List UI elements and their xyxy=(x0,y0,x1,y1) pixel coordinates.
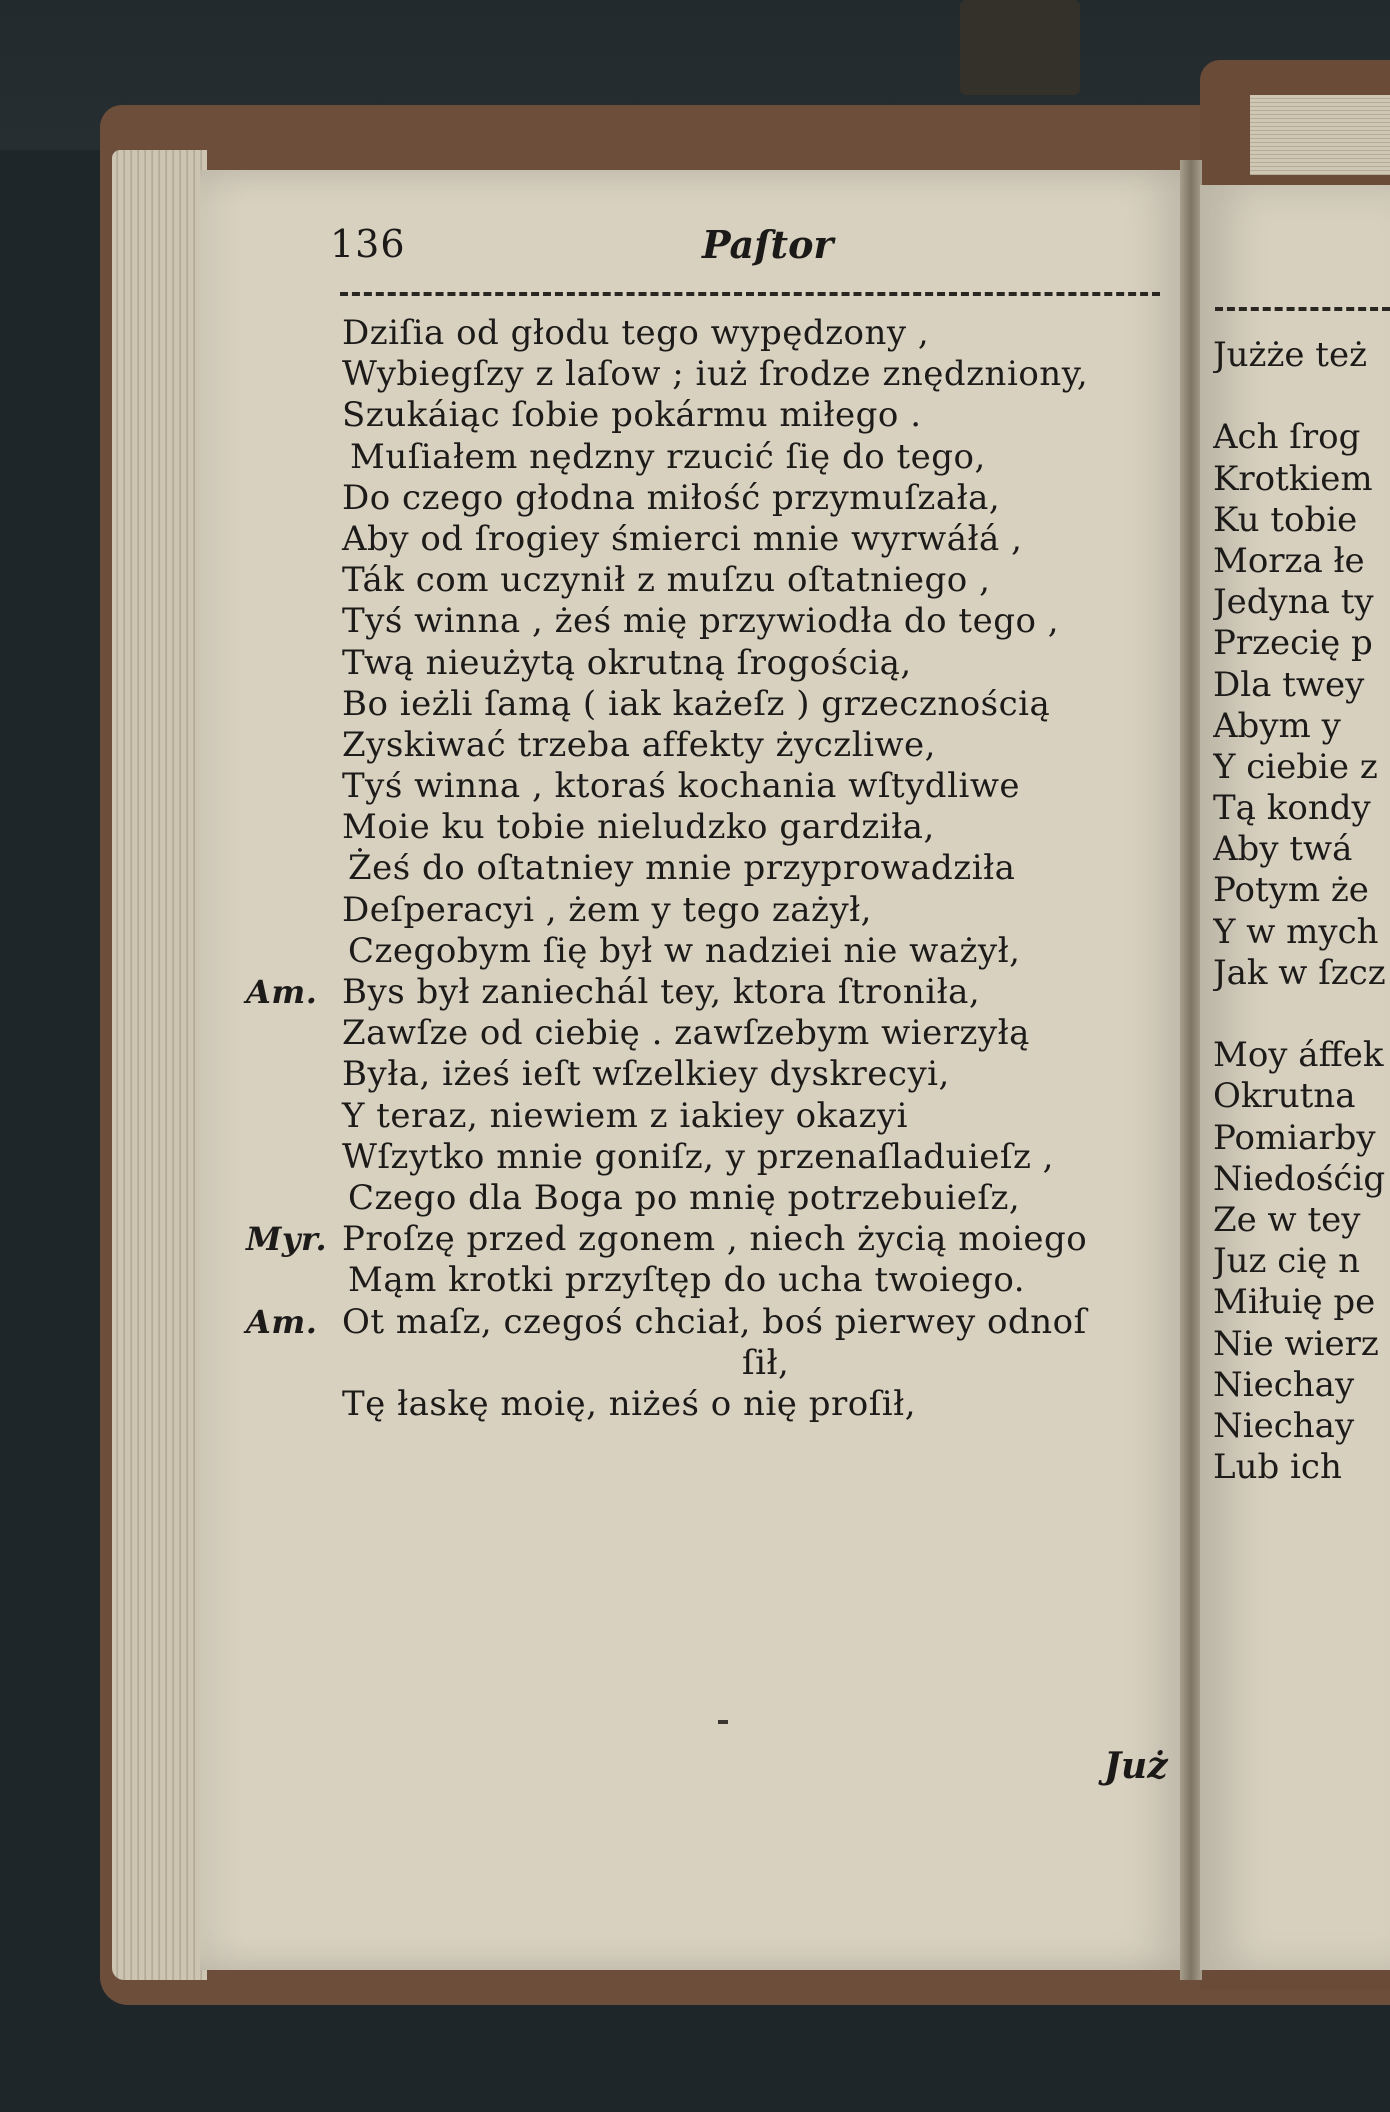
verse-text: Bo ieżli ſamą ( iak każeſz ) grzecznością xyxy=(342,683,1051,724)
speaker-label: Myr. xyxy=(246,1220,328,1259)
verse-text: Bys był zaniechál tey, ktora ſtroniła, xyxy=(342,972,981,1012)
verse-line-right: Niedośćig xyxy=(1213,1158,1386,1199)
verse-text: Aby od ſrogiey śmierci mnie wyrwáłá , xyxy=(342,518,1023,559)
verse-line xyxy=(246,1178,1176,1219)
verse-line-right: Ze w tey xyxy=(1213,1199,1361,1240)
verse-line-right: Dla twey xyxy=(1213,664,1365,705)
book-gutter xyxy=(1180,160,1202,1980)
verse-line xyxy=(246,601,1176,642)
verse-line-right: Jedyna ty xyxy=(1213,582,1374,623)
right-page-text xyxy=(1213,335,1390,1488)
verse-line xyxy=(246,972,1176,1013)
verse-text: Twą nieużytą okrutną ſrogością, xyxy=(342,642,912,683)
verse-text: Tę łaskę moię, niżeś o nię proſił, xyxy=(342,1383,917,1424)
verse-line xyxy=(246,931,1176,972)
verse-text: Szukáiąc ſobie pokármu miłego . xyxy=(342,395,922,436)
verse-line-right: Abym y xyxy=(1213,705,1341,746)
verse-line xyxy=(246,354,1176,395)
verse-text: Ot maſz, czegoś chciał, boś pierwey odnoſ xyxy=(342,1301,1087,1342)
verse-line xyxy=(246,519,1176,560)
verse-line xyxy=(246,395,1176,436)
verse-line xyxy=(246,1054,1176,1095)
verse-line xyxy=(246,437,1176,478)
verse-text: Czegobym ſię był w nadziei nie ważył, xyxy=(348,930,1021,971)
verse-text: ſił, xyxy=(742,1342,790,1383)
verse-text: Wſzytko mnie goniſz, y przenaſladuieſz , xyxy=(342,1136,1054,1177)
running-head: Paſtor xyxy=(702,222,834,267)
verse-text: Żeś do oſtatniey mnie przyprowadziła xyxy=(348,848,1016,889)
verse-line xyxy=(246,643,1176,684)
verse-line-right: Lub ich xyxy=(1213,1447,1342,1488)
verse-line xyxy=(246,1013,1176,1054)
verse-line-right: Krotkiem xyxy=(1213,458,1373,499)
verse-text: Czego dla Boga po mnię potrzebuieſz, xyxy=(348,1177,1021,1218)
verse-line-right xyxy=(1213,376,1390,417)
verse-line xyxy=(246,848,1176,889)
verse-line-right: Ach ſrog xyxy=(1213,417,1361,458)
verse-line xyxy=(246,1384,1176,1425)
verse-line-right: Moy áffek xyxy=(1213,1035,1384,1076)
verse-line-right: Jak w ſzcz xyxy=(1213,952,1386,993)
verse-line-right: Juz cię n xyxy=(1213,1241,1360,1282)
header-rule-right xyxy=(1215,307,1390,311)
verse-text: Ták com uczynił z muſzu oſtatniego , xyxy=(342,560,991,601)
verse-line xyxy=(246,1219,1176,1260)
verse-line-right: Jużże też xyxy=(1213,335,1367,375)
verse-text: Muſiałem nędzny rzucić ſię do tego, xyxy=(350,436,986,477)
verse-line-right: Morza łe xyxy=(1213,540,1365,581)
verse-line-right: Ku tobie xyxy=(1213,499,1358,540)
verse-line-right: Przecię p xyxy=(1213,623,1373,664)
verse-line xyxy=(246,890,1176,931)
verse-line xyxy=(246,478,1176,519)
verse-line xyxy=(246,1096,1176,1137)
verse-line xyxy=(246,807,1176,848)
verse-line-right: Potym że xyxy=(1213,870,1369,911)
verse-text: Zawſze od ciebię . zawſzebym wierzyłą xyxy=(342,1013,1030,1054)
page-edges-right xyxy=(1250,95,1390,175)
verse-text: Do czego głodna miłość przymuſzała, xyxy=(342,477,1001,518)
verse-line-right: Pomiarby xyxy=(1213,1117,1376,1158)
verse-line-right: Y w mych xyxy=(1213,911,1379,952)
verse-text: Tyś winna , ktoraś kochania wſtydliwe xyxy=(342,766,1021,807)
page-number: 136 xyxy=(330,222,406,266)
verse-text: Dziſia od głodu tego wypędzony , xyxy=(342,313,930,353)
verse-line-right: Aby twá xyxy=(1213,829,1353,870)
verse-line xyxy=(246,560,1176,601)
page-mark xyxy=(718,1720,728,1724)
verse-line xyxy=(246,1260,1176,1301)
verse-line xyxy=(246,1302,1176,1343)
verse-line-right: Y ciebie z xyxy=(1213,746,1378,787)
verse-line-right: Niechay xyxy=(1213,1364,1355,1405)
verse-line-right xyxy=(1213,994,1390,1035)
verse-line-right: Miłuię pe xyxy=(1213,1282,1376,1323)
verse-text: Była, iżeś ieſt wſzelkiey dyskrecyi, xyxy=(342,1054,950,1095)
verse-line xyxy=(246,1343,1176,1384)
verse-text: Deſperacyi , żem y tego zażył, xyxy=(342,889,872,930)
verse-line-right: Nie wierz xyxy=(1213,1323,1379,1364)
verse-line xyxy=(246,684,1176,725)
page-header xyxy=(330,222,1170,282)
verse-text: Y teraz, niewiem z iakiey okazyi xyxy=(342,1095,908,1136)
verse-line-right: Okrutna xyxy=(1213,1076,1356,1117)
verse-line xyxy=(246,725,1176,766)
speaker-label: Am. xyxy=(246,973,318,1011)
verse-line xyxy=(246,313,1176,354)
verse-text: Proſzę przed zgonem , niech życią moiego xyxy=(342,1219,1088,1260)
verse-text: Mąm krotki przyſtęp do ucha twoiego. xyxy=(348,1260,1026,1301)
verse-line xyxy=(246,766,1176,807)
speaker-label: Am. xyxy=(246,1302,318,1341)
left-page-text xyxy=(246,313,1176,1425)
book-clip xyxy=(960,0,1080,95)
verse-text: Moie ku tobie nieludzko gardziła, xyxy=(342,807,935,848)
verse-line xyxy=(246,1137,1176,1178)
page-edges-left xyxy=(112,150,207,1980)
verse-line-right: Tą kondy xyxy=(1213,788,1371,829)
header-rule xyxy=(340,292,1160,296)
verse-line-right: Niechay xyxy=(1213,1405,1355,1446)
verse-text: Wybiegſzy z laſow ; iuż ſrodze znędzniony, xyxy=(342,354,1089,395)
catchword: Już xyxy=(1104,1745,1168,1787)
verse-text: Zyskiwać trzeba affekty życzliwe, xyxy=(342,724,936,765)
verse-text: Tyś winna , żeś mię przywiodła do tego , xyxy=(342,601,1060,642)
